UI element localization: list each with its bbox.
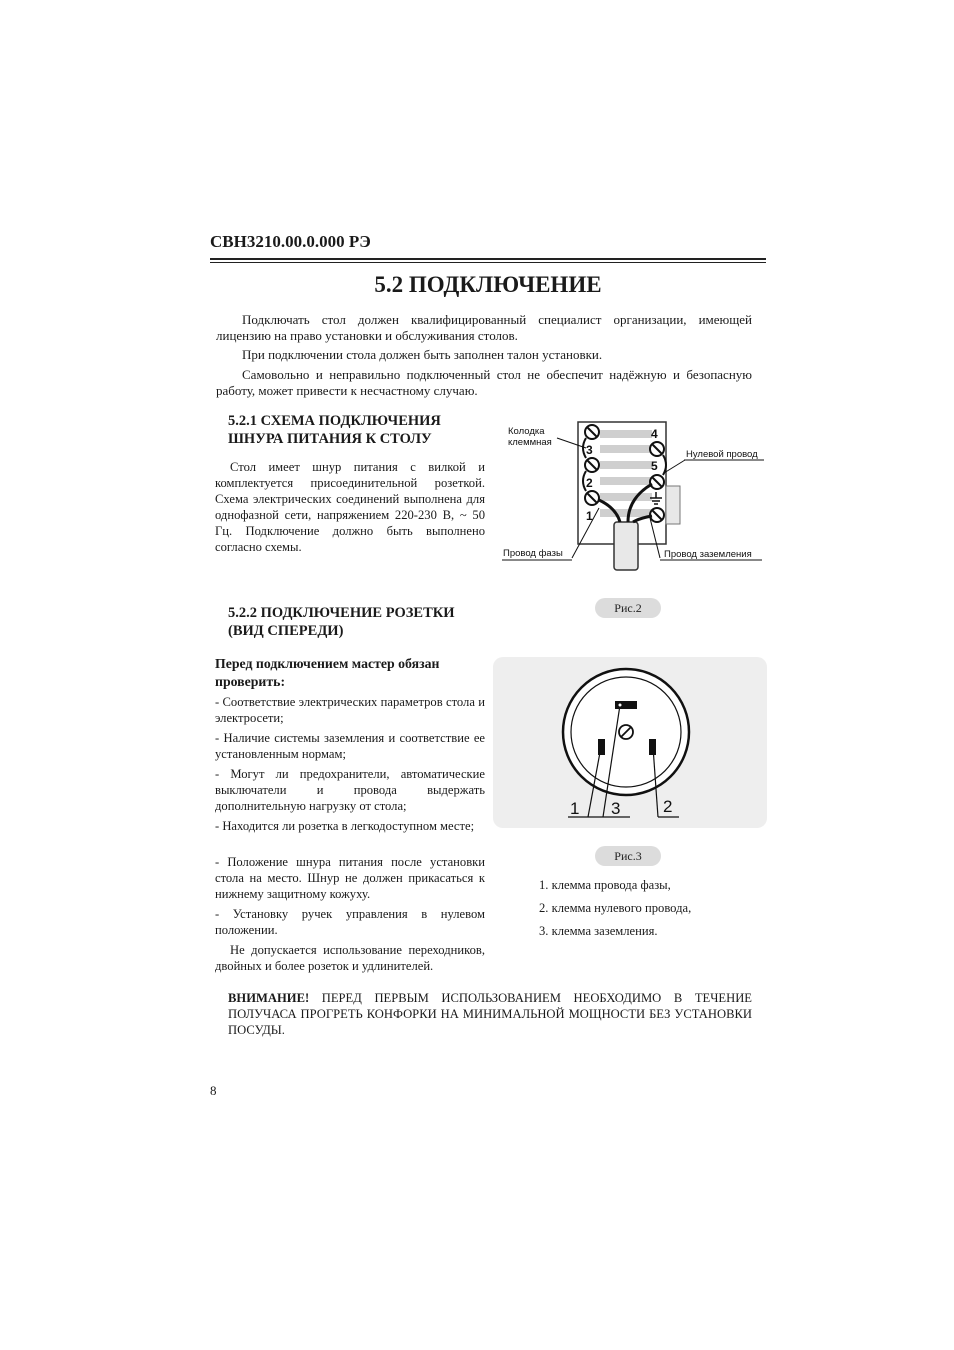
section-522-heading-line2: (ВИД СПЕРЕДИ) [228, 623, 344, 639]
check-item-1: - Соответствие электрических параметров стола и электросети; [215, 695, 485, 725]
check-heading-line2: проверить: [215, 674, 286, 689]
legend-item-2: 2. клемма нулевого провода, [539, 901, 692, 915]
check-item-6: - Установку ручек управления в нулевом положении. [215, 907, 485, 937]
check-heading-line1: Перед подключением мастер обязан [215, 656, 440, 671]
intro-paragraph-1: Подключать стол должен квалифицированный специалист организации, имеющей лицензию на право установки и обслуживания столов. [216, 312, 752, 343]
socket-label-2: 2 [663, 797, 673, 816]
socket-label-1: 1 [570, 799, 580, 818]
check-heading [215, 655, 485, 691]
terminal-block-diagram [500, 418, 768, 576]
check-item-2: - Наличие системы заземления и соответствие ее установленным нормам; [215, 731, 485, 761]
adapter-note: Не допускается использование переходников, двойных и более розеток и удлинителей. [215, 943, 485, 973]
power-cable [614, 522, 638, 570]
legend-item-1: 1. клемма провода фазы, [539, 878, 671, 892]
label-phase-wire: Провод фазы [503, 548, 563, 559]
figure-2-caption: Рис.2 [595, 598, 661, 618]
section-521-heading [228, 412, 488, 448]
socket-front-diagram [493, 657, 767, 828]
section-title: 5.2 ПОДКЛЮЧЕНИЕ [374, 272, 602, 297]
warning-text: ПЕРЕД ПЕРВЫМ ИСПОЛЬЗОВАНИЕМ НЕОБХОДИМО В ТЕЧЕНИЕ ПОЛУЧАСА ПРОГРЕТЬ КОНФОРКИ НА МИНИМАЛЬНОЙ МОЩНОСТИ БЕЗ УСТАНОВКИ ПОСУДЫ. [228, 991, 752, 1037]
terminal-number-2: 2 [586, 476, 593, 490]
label-terminal-block-1: Колодка [508, 426, 545, 437]
page-number: 8 [210, 1083, 217, 1098]
intro-paragraph-2: При подключении стола должен быть заполнен талон установки. [242, 347, 603, 362]
label-terminal-block-2: клеммная [508, 437, 552, 448]
terminal-block-bracket [666, 486, 680, 524]
section-521-heading-line1: 5.2.1 СХЕМА ПОДКЛЮЧЕНИЯ [228, 413, 441, 429]
header-rule-thick [210, 258, 766, 260]
section-522-heading [228, 604, 488, 640]
phase-contact [598, 739, 605, 755]
terminal-number-5: 5 [651, 459, 658, 473]
neutral-contact [649, 739, 656, 755]
socket-label-3: 3 [611, 799, 621, 818]
check-item-3: - Могут ли предохранители, автоматические выключатели и провода выдержать дополнительную нагрузку от стола; [215, 767, 485, 813]
label-ground-wire: Провод заземления [664, 549, 752, 560]
check-item-5: - Положение шнура питания после установки стола на место. Шнур не должен прикасаться к нижнему защитному кожуху. [215, 855, 485, 901]
intro-paragraph-3: Самовольно и неправильно подключенный стол не обеспечит надёжную и безопасную работу, может привести к несчастному случаю. [216, 367, 752, 398]
legend-item-3: 3. клемма заземления. [539, 924, 658, 938]
header-rule-thin [210, 262, 766, 263]
section-522-heading-line1: 5.2.2 ПОДКЛЮЧЕНИЕ РОЗЕТКИ [228, 605, 455, 621]
terminal-number-3: 3 [586, 443, 593, 457]
terminal-number-1: 1 [586, 509, 593, 523]
check-item-4: - Находится ли розетка в легкодоступном месте; [215, 819, 475, 833]
label-neutral-wire: Нулевой провод [686, 449, 758, 460]
figure-3-caption: Рис.3 [595, 846, 661, 866]
section-521-text: Стол имеет шнур питания с вилкой и комплектуется присоединительной розеткой. Схема электрических соединений выполнена для однофазной сети, напряжением 220-230 В, ~ 50 Гц. Подключение должно быть выполнено согласно схемы. [215, 460, 485, 554]
section-521-heading-line2: ШНУРА ПИТАНИЯ К СТОЛУ [228, 431, 432, 447]
document-code: СВН3210.00.0.000 РЭ [210, 232, 371, 251]
warning-paragraph [228, 990, 752, 1038]
warning-label: ВНИМАНИЕ! [228, 991, 310, 1005]
terminal-number-4: 4 [651, 427, 658, 441]
center-screw-icon [619, 725, 633, 739]
